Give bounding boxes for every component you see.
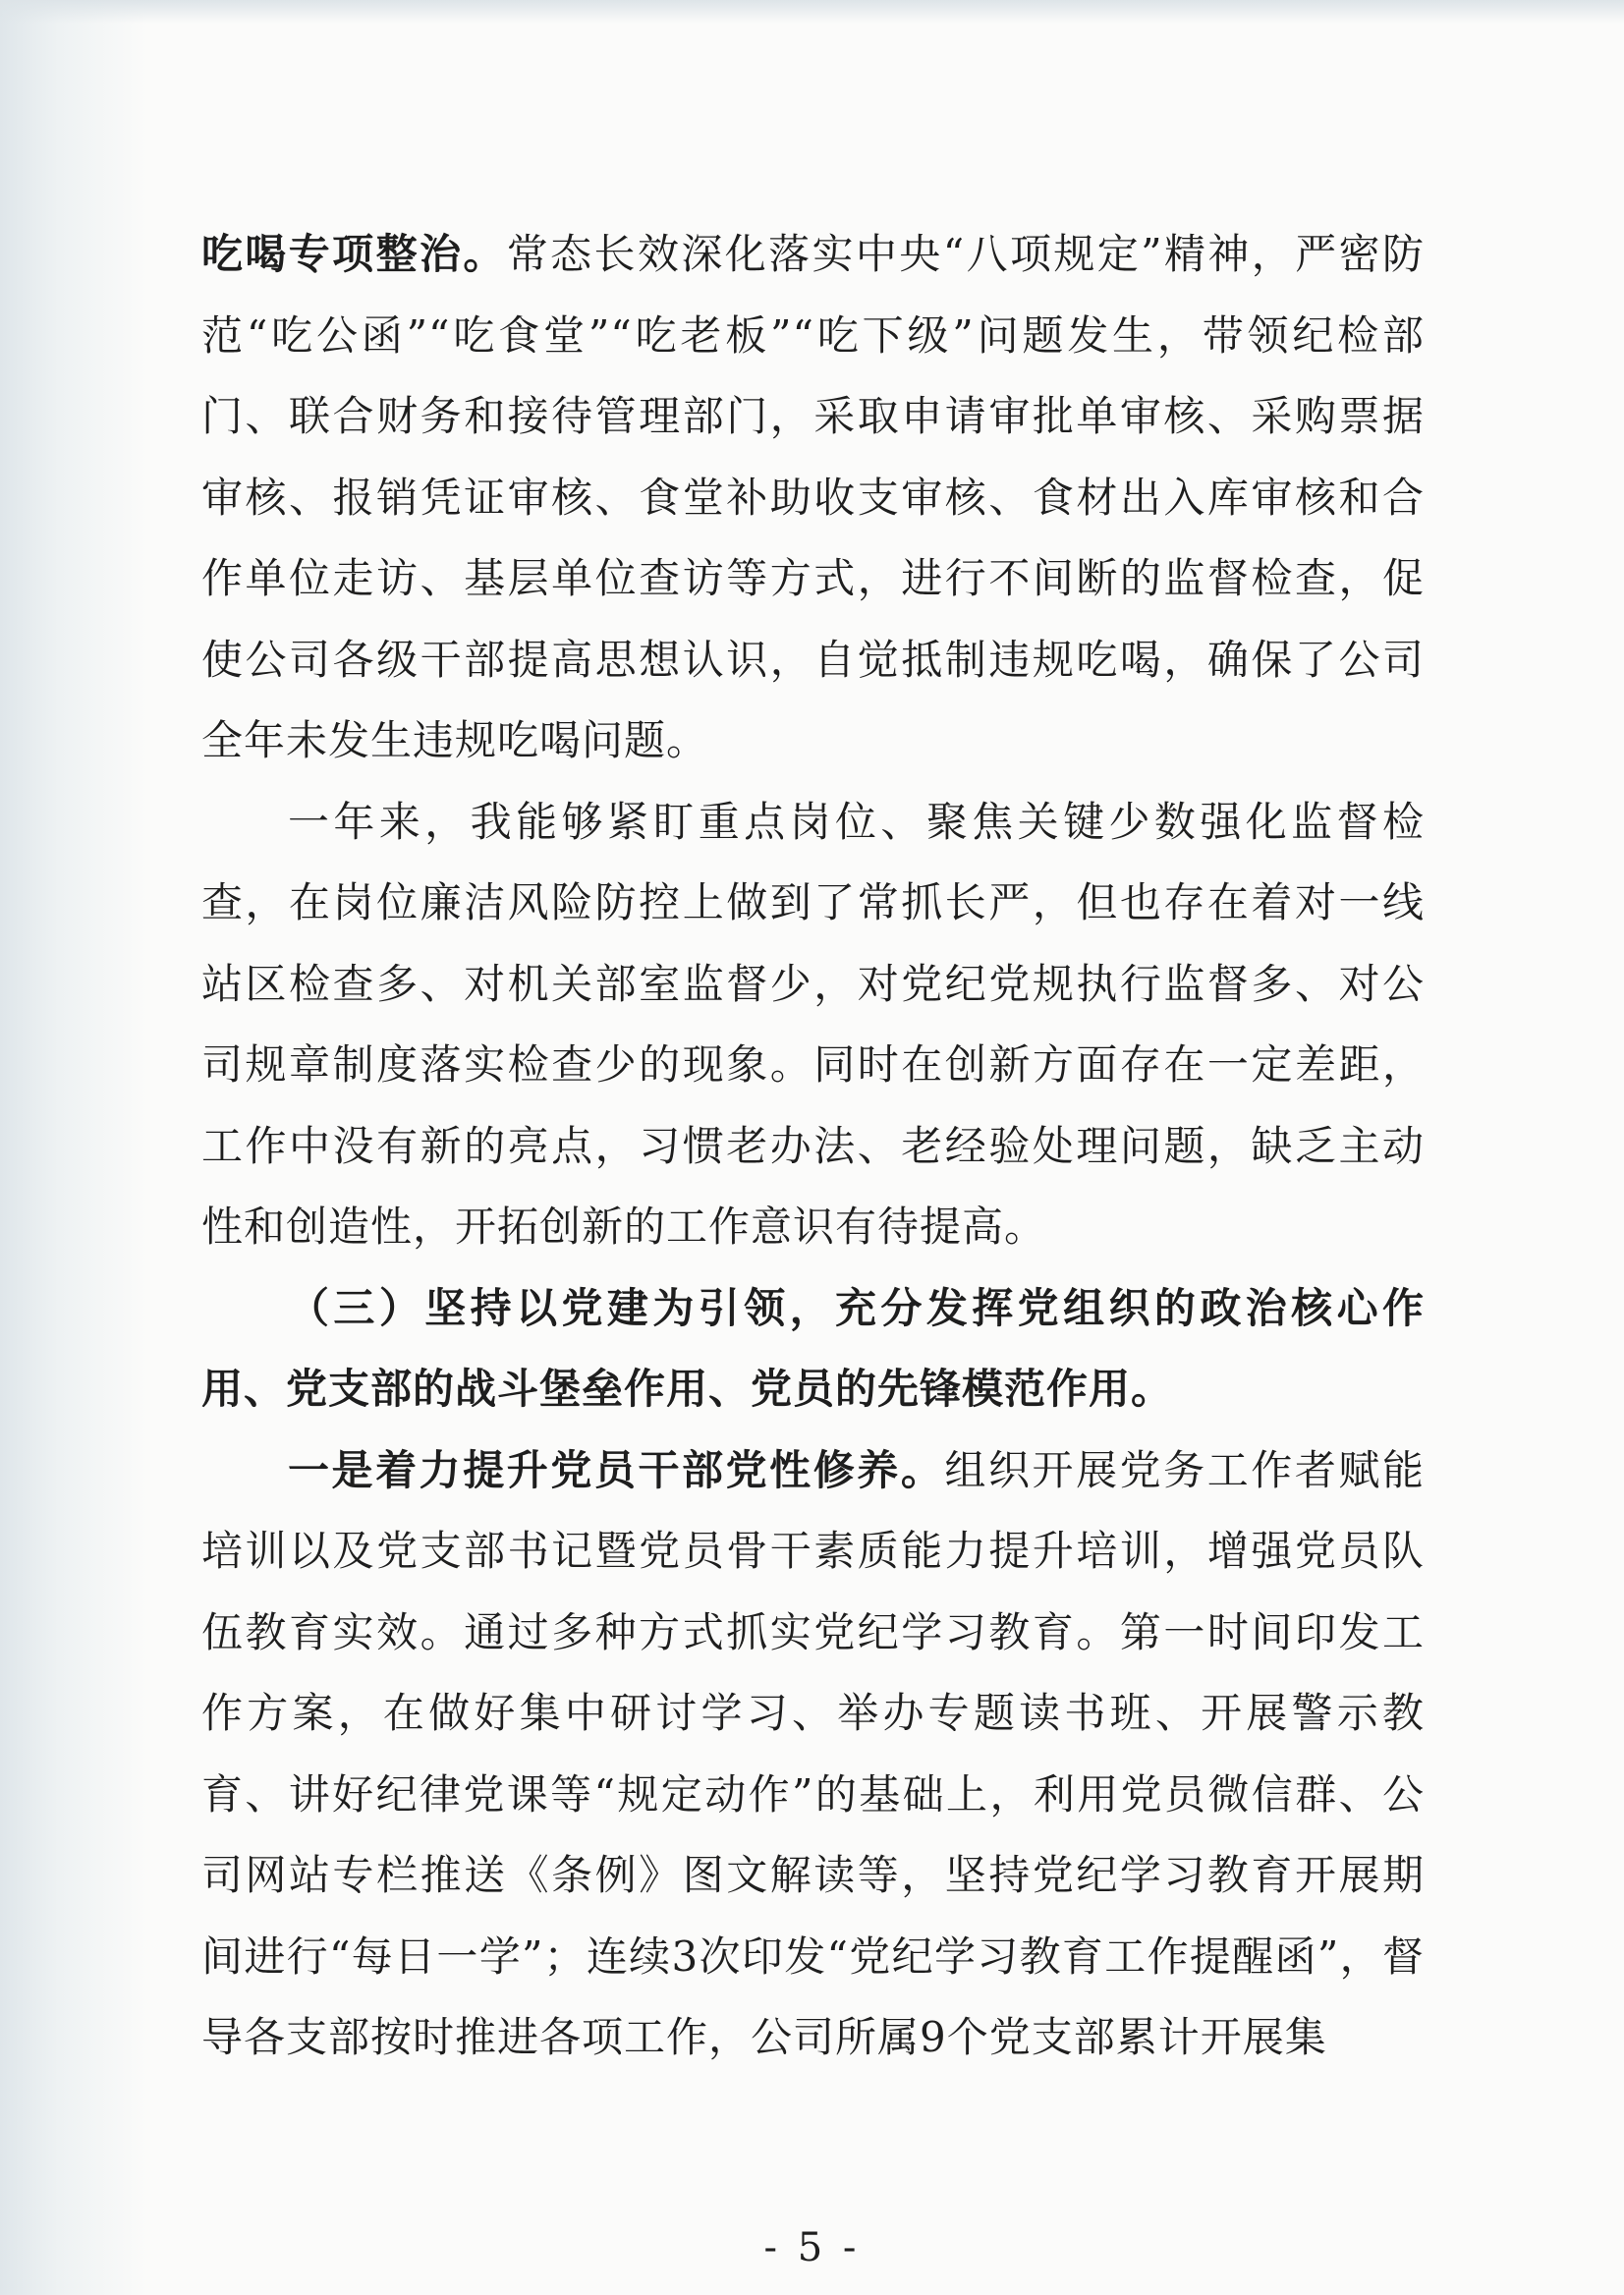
paragraph-lead-heading: 一是着力提升党员干部党性修养。 (288, 1445, 945, 1494)
paragraph-text: 一年来，我能够紧盯重点岗位、聚焦关键少数强化监督检查，在岗位廉洁风险防控上做到了常抓长严，但也存在着对一线站区检查多、对机关部室监督少，对党纪党规执行监督多、对公司规章制度落实检查少的现象。同时在创新方面存在一定差距，工作中没有新的亮点，习惯老办法、老经验处理问题，缺乏主动性和创造性，开拓创新的工作意识有待提高。 (201, 797, 1425, 1251)
scan-shadow-top (0, 0, 1624, 24)
paragraph-text: 常态长效深化落实中央“八项规定”精神，严密防范“吃公函”“吃食堂”“吃老板”“吃下级”问题发生，带领纪检部门、联合财务和接待管理部门，采取申请审批单审核、采购票据审核、报销凭证审核、食堂补助收支审核、食材出入库审核和合作单位走访、基层单位查访等方式，进行不间断的监督检查，促使公司各级干部提高思想认识，自觉抵制违规吃喝，确保了公司全年未发生违规吃喝问题。 (201, 230, 1425, 764)
paragraph-party-cultivation (201, 1430, 1425, 2079)
paragraph-lead-heading: 吃喝专项整治。 (201, 230, 507, 278)
paragraph-dining-rectification (201, 214, 1425, 782)
paragraph-text: 组织开展党务工作者赋能培训以及党支部书记暨党员骨干素质能力提升培训，增强党员队伍教育实效。通过多种方式抓实党纪学习教育。第一时间印发工作方案，在做好集中研讨学习、举办专题读书班、开展警示教育、讲好纪律党课等“规定动作”的基础上，利用党员微信群、公司网站专栏推送《条例》图文解读等，坚持党纪学习教育开展期间进行“每日一学”；连续3次印发“党纪学习教育工作提醒函”，督导各支部按时推进各项工作，公司所属9个党支部累计开展集 (201, 1445, 1425, 2061)
section-heading-party-building (201, 1268, 1425, 1430)
scan-shadow-left (0, 0, 147, 2295)
page-number: - 5 - (763, 2225, 861, 2270)
paragraph-year-review (201, 782, 1425, 1268)
section-heading-text: （三）坚持以党建为引领，充分发挥党组织的政治核心作用、党支部的战斗堡垒作用、党员的先锋模范作用。 (201, 1283, 1425, 1413)
document-body (201, 214, 1425, 2079)
